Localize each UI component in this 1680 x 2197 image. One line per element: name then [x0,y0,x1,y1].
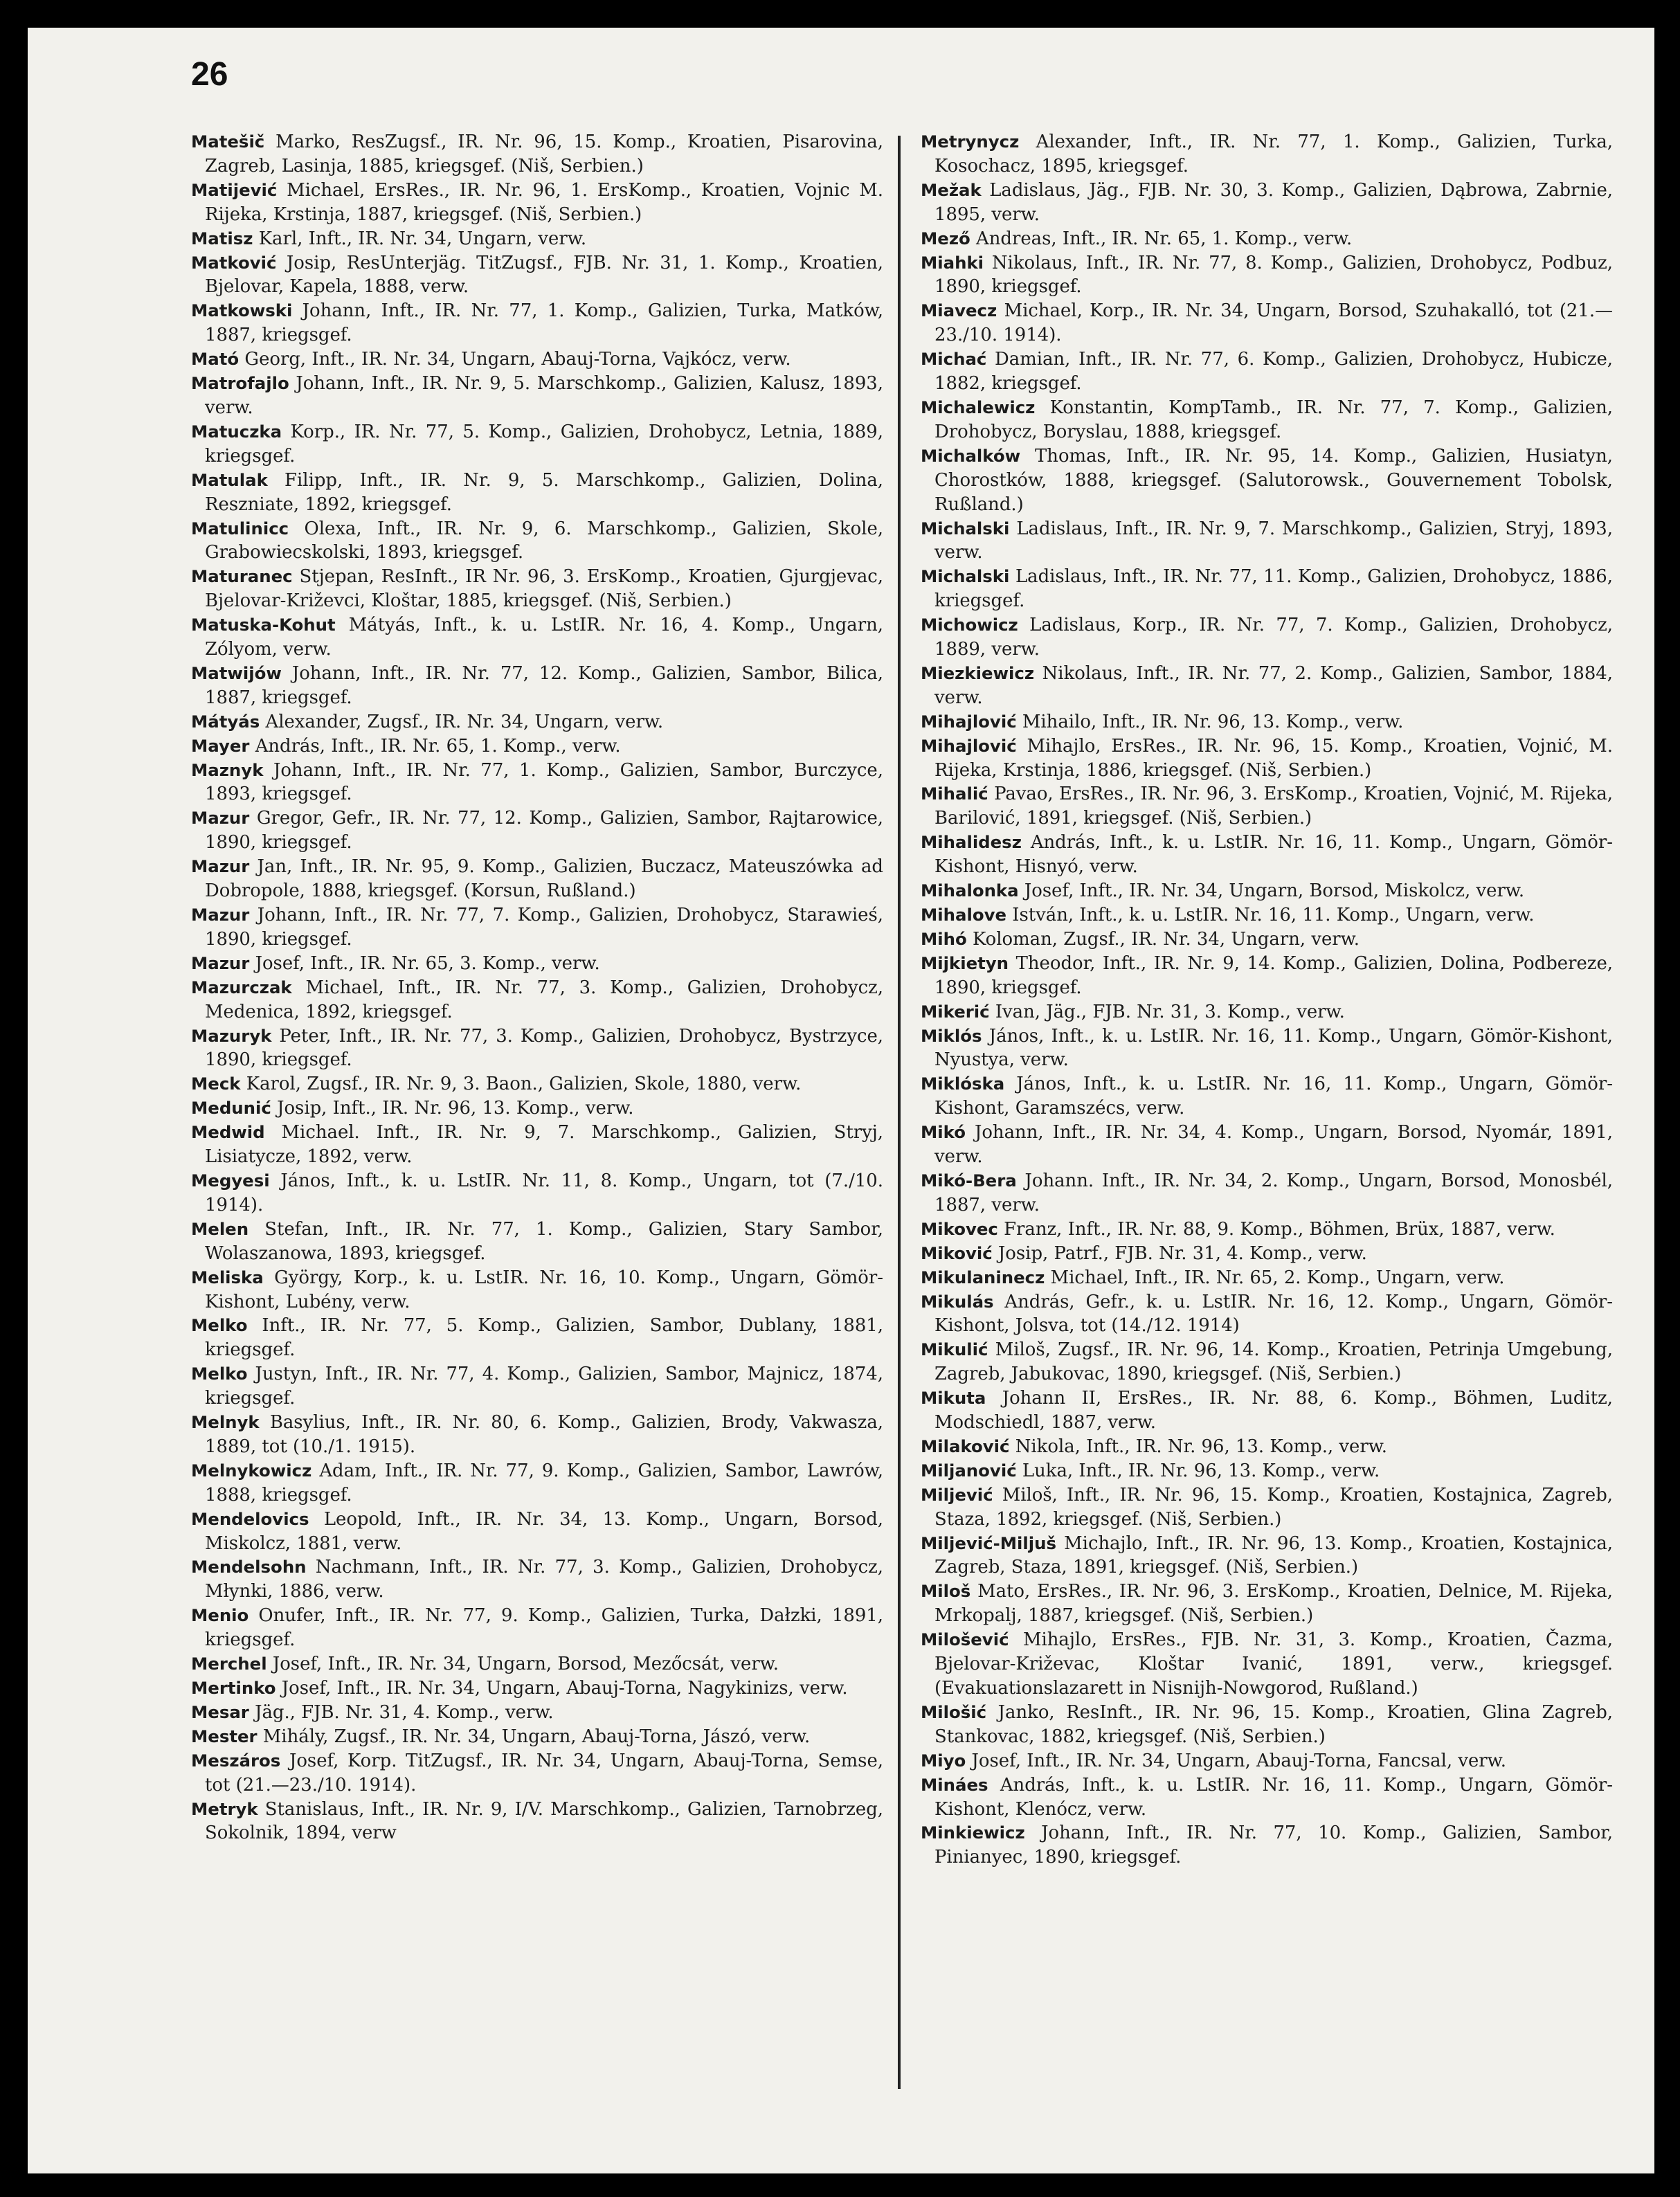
list-item [921,1218,1613,1242]
entry-surname: Matulinicc [191,518,289,539]
entry-surname: Melnyk [191,1412,260,1433]
entry-surname: Matkowski [191,300,293,321]
entry-surname: Mátyás [191,711,260,732]
entry-details: András, Inft., k. u. LstIR. Nr. 16, 11. Komp., Ungarn, Gömör-Kishont, Klenócz, verw. [934,1774,1614,1820]
entry-surname: Miklóska [921,1074,1005,1094]
entry-surname: Mikulaninecz [921,1267,1045,1287]
list-item [191,299,883,347]
entry-details: Gregor, Gefr., IR. Nr. 77, 12. Komp., Galizien, Sambor, Rajtarowice, 1890, kriegsgef. [205,808,883,853]
entry-surname: Mijkietyn [921,952,1009,973]
list-item [921,1024,1613,1073]
entry-surname: Mežak [921,179,982,200]
entry-surname: Matuczka [191,421,282,442]
entry-details: Georg, Inft., IR. Nr. 34, Ungarn, Abauj-Torna, Vajkócz, verw. [244,349,791,370]
entry-details: Ladislaus, Inft., IR. Nr. 9, 7. Marschkomp., Galizien, Stryj, 1893, verw. [934,518,1613,563]
entry-surname: Metryk [191,1798,258,1819]
entry-surname: Menio [191,1605,249,1626]
entry-details: Nachmann, Inft., IR. Nr. 77, 3. Komp., Galizien, Drohobycz, Młynki, 1886, verw. [205,1557,884,1602]
entry-details: Pavao, ErsRes., IR. Nr. 96, 3. ErsKomp., Kroatien, Vojnić, M. Rijeka, Barilović, 1891, kriegsgef. (Niš, Serbien.) [934,784,1613,829]
entry-details: Michael, ErsRes., IR. Nr. 96, 1. ErsKomp., Kroatien, Vojnic M. Rijeka, Krstinja, 1887, kriegsgef. (Niš, Serbien.) [205,179,883,225]
entry-details: Mihajlo, ErsRes., FJB. Nr. 31, 3. Komp., Kroatien, Čazma, Bjelovar-Križevac, Kloštar Ivanić, 1891, verw., kriegsgef. (Evakuationslazarett in Nisnijh-Nowgorod, Rußland.) [934,1629,1613,1699]
list-item [191,662,883,710]
list-item [921,613,1613,662]
entry-surname: Minkiewicz [921,1823,1025,1843]
list-item [921,1435,1613,1459]
entry-details: Basylius, Inft., IR. Nr. 80, 6. Komp., Galizien, Brody, Vakwasza, 1889, tot (10./1. 1915). [205,1412,883,1457]
entry-surname: Matijević [191,179,278,200]
entry-surname: Michalski [921,566,1010,587]
entry-details: Alexander, Zugsf., IR. Nr. 34, Ungarn, verw. [265,711,664,732]
list-item [921,1000,1613,1024]
entry-surname: Meszáros [191,1750,281,1771]
entry-surname: Mihó [921,928,967,949]
entry-details: Mihailo, Inft., IR. Nr. 96, 13. Komp., verw. [1022,711,1404,732]
entry-surname: Michalków [921,445,1021,466]
entry-details: Peter, Inft., IR. Nr. 77, 3. Komp., Galizien, Drohobycz, Bystrzyce, 1890, kriegsgef. [205,1025,883,1071]
column-divider [898,136,901,2089]
list-item [191,613,883,662]
entry-details: Filipp, Inft., IR. Nr. 9, 5. Marschkomp., Galizien, Dolina, Reszniate, 1892, kriegsgef. [205,469,884,515]
entry-surname: Mazur [191,808,250,829]
entry-details: Josef, Inft., IR. Nr. 34, Ungarn, Borsod, Miskolcz, verw. [1024,880,1525,902]
entry-surname: Melen [191,1218,249,1239]
list-item [921,1580,1613,1628]
list-item [191,1676,883,1701]
entry-surname: Melko [191,1364,248,1384]
list-item [921,1121,1613,1169]
entry-details: István, Inft., k. u. LstIR. Nr. 16, 11. Komp., Ungarn, verw. [1012,905,1535,925]
entry-details: András, Inft., k. u. LstIR. Nr. 16, 11. Komp., Ungarn, Gömör-Kishont, Hisnyó, verw. [934,832,1613,878]
entry-details: Nikola, Inft., IR. Nr. 96, 13. Komp., verw. [1015,1436,1388,1457]
list-item [191,1604,883,1652]
list-item [191,1218,883,1266]
list-item [191,517,883,566]
entry-details: Theodor, Inft., IR. Nr. 9, 14. Komp., Galizien, Dolina, Podbereze, 1890, kriegsgef. [934,952,1613,998]
entry-surname: Mináes [921,1774,988,1795]
entry-surname: Michowicz [921,615,1018,635]
entry-surname: Melnykowicz [191,1460,312,1481]
entry-surname: Mihajlović [921,735,1017,756]
list-item [191,1701,883,1725]
list-item [191,179,883,227]
entry-surname: Mikuta [921,1388,986,1409]
entry-surname: Mendelsohn [191,1557,307,1577]
entry-surname: Mikulás [921,1291,994,1312]
entry-details: János, Inft., k. u. LstIR. Nr. 11, 8. Komp., Ungarn, tot (7./10. 1914). [205,1170,883,1215]
entry-details: Olexa, Inft., IR. Nr. 9, 6. Marschkomp., Galizien, Skole, Grabowiecskolski, 1893, kriegsgef. [205,518,883,563]
entry-details: Konstantin, KompTamb., IR. Nr. 77, 7. Komp., Galizien, Drohobycz, Boryslau, 1888, kriegsgef. [934,397,1614,442]
entry-surname: Mató [191,349,240,370]
list-item [191,734,883,759]
entry-surname: Mező [921,228,970,248]
list-item [191,372,883,420]
list-item [921,565,1613,613]
entry-surname: Matisz [191,228,253,248]
list-item [921,1266,1613,1290]
entry-details: Josef, Inft., IR. Nr. 34, Ungarn, Abauj-Torna, Fancsal, verw. [971,1750,1506,1771]
entry-surname: Mazur [191,952,250,973]
list-item [191,1024,883,1073]
list-item [191,1798,883,1846]
list-item [191,710,883,734]
entry-surname: Michalewicz [921,397,1036,417]
list-item [921,782,1613,831]
list-item [921,662,1613,710]
left-column [191,130,883,1845]
list-item [191,903,883,952]
list-item [921,1773,1613,1822]
entry-surname: Mertinko [191,1678,276,1698]
list-item [191,347,883,372]
entry-surname: Miljević-Miljuš [921,1533,1056,1553]
entry-details: Ivan, Jäg., FJB. Nr. 31, 3. Komp., verw. [995,1001,1345,1022]
list-item [921,1459,1613,1483]
entry-details: Mátyás, Inft., k. u. LstIR. Nr. 16, 4. Komp., Ungarn, Zólyom, verw. [205,615,883,660]
list-item [191,1508,883,1556]
list-item [191,130,883,179]
entry-details: Luka, Inft., IR. Nr. 96, 13. Komp., verw. [1022,1460,1380,1481]
entry-surname: Mihajlović [921,711,1017,732]
entry-surname: Milošević [921,1629,1009,1650]
entry-surname: Michać [921,349,987,370]
list-item [921,1821,1613,1870]
entry-details: Adam, Inft., IR. Nr. 77, 9. Komp., Galizien, Sambor, Lawrów, 1888, kriegsgef. [205,1460,883,1506]
entry-surname: Miloš [921,1581,971,1602]
list-item [191,1266,883,1314]
list-item [191,251,883,300]
list-item [191,1169,883,1218]
entry-details: András, Inft., IR. Nr. 65, 1. Komp., verw. [255,735,621,757]
entry-surname: Miezkiewicz [921,662,1035,683]
entry-surname: Miyo [921,1750,966,1771]
entry-details: Nikolaus, Inft., IR. Nr. 77, 2. Komp., Galizien, Sambor, 1884, verw. [934,662,1613,708]
list-item [191,1362,883,1411]
entry-details: Karl, Inft., IR. Nr. 34, Ungarn, verw. [258,228,587,249]
entry-details: György, Korp., k. u. LstIR. Nr. 16, 10. Komp., Ungarn, Gömör-Kishont, Lubény, verw. [205,1267,884,1312]
entry-details: Johann, Inft., IR. Nr. 34, 4. Komp., Ungarn, Borsod, Nyomár, 1891, verw. [934,1122,1613,1168]
entry-surname: Medunić [191,1098,271,1119]
entry-details: Josef, Inft., IR. Nr. 34, Ungarn, Abauj-Torna, Nagykinizs, verw. [281,1678,848,1699]
entry-surname: Matković [191,252,277,273]
entry-surname: Mikerić [921,1001,990,1022]
entry-details: Stjepan, ResInft., IR Nr. 96, 3. ErsKomp., Kroatien, Gjurgjevac, Bjelovar-Križevci, Kloštar, 1885, kriegsgef. (Niš, Serbien.) [205,566,883,612]
entry-details: Alexander, Inft., IR. Nr. 77, 1. Komp., Galizien, Turka, Kosochacz, 1895, kriegsgef. [934,132,1613,177]
entry-details: Josip, Patrf., FJB. Nr. 31, 4. Komp., verw. [997,1242,1367,1264]
list-item [191,469,883,517]
list-item [921,831,1613,879]
entry-surname: Miljanović [921,1460,1017,1481]
entry-surname: Mesar [191,1701,249,1722]
list-item [921,1532,1613,1580]
entry-details: János, Inft., k. u. LstIR. Nr. 16, 11. Komp., Ungarn, Gömör-Kishont, Garamszécs, verw. [934,1074,1613,1119]
entry-details: Johann, Inft., IR. Nr. 77, 12. Komp., Galizien, Sambor, Bilica, 1887, kriegsgef. [205,662,883,708]
entry-details: Ladislaus, Jäg., FJB. Nr. 30, 3. Komp., Galizien, Dąbrowa, Zabrnie, 1895, verw. [934,179,1613,225]
list-item [921,517,1613,566]
entry-surname: Metrynycz [921,132,1020,152]
list-item [921,1749,1613,1773]
entry-details: Mihajlo, ErsRes., IR. Nr. 96, 15. Komp., Kroatien, Vojnić, M. Rijeka, Krstinja, 1886, kriegsgef. (Niš, Serbien.) [934,735,1613,781]
list-item [191,1072,883,1096]
entry-surname: Miahki [921,252,984,273]
entry-details: Damian, Inft., IR. Nr. 77, 6. Komp., Galizien, Drohobycz, Hubicze, 1882, kriegsgef. [934,349,1613,395]
entry-details: András, Gefr., k. u. LstIR. Nr. 16, 12. Komp., Ungarn, Gömör-Kishont, Jolsva, tot (14./12. 1914) [934,1291,1613,1337]
entry-details: Michael. Inft., IR. Nr. 9, 7. Marschkomp., Galizien, Stryj, Lisiatycze, 1892, verw. [205,1122,883,1168]
list-item [921,1386,1613,1435]
list-item [191,855,883,903]
list-item [191,759,883,807]
entry-surname: Mikó [921,1122,966,1143]
entry-details: Nikolaus, Inft., IR. Nr. 77, 8. Komp., Galizien, Drohobycz, Podbuz, 1890, kriegsgef. [934,252,1613,298]
list-item [191,420,883,469]
list-item [921,1338,1613,1386]
entry-surname: Melko [191,1315,248,1336]
list-item [921,347,1613,396]
list-item [191,1459,883,1508]
list-item [191,565,883,613]
list-item [191,952,883,976]
entry-surname: Megyesi [191,1170,270,1191]
entry-details: Ladislaus, Inft., IR. Nr. 77, 11. Komp., Galizien, Drohobycz, 1886, kriegsgef. [934,566,1613,612]
entry-surname: Mayer [191,735,250,756]
entry-details: Michajlo, Inft., IR. Nr. 96, 13. Komp., Kroatien, Kostajnica, Zagreb, Staza, 1891, kriegsgef. (Niš, Serbien.) [934,1533,1613,1578]
entry-details: Koloman, Zugsf., IR. Nr. 34, Ungarn, verw. [973,928,1360,950]
entry-details: Jäg., FJB. Nr. 31, 4. Komp., verw. [255,1701,554,1723]
list-item [921,444,1613,517]
entry-details: Johann. Inft., IR. Nr. 34, 2. Komp., Ungarn, Borsod, Monosbél, 1887, verw. [934,1170,1614,1215]
entry-details: Onufer, Inft., IR. Nr. 77, 9. Komp., Galizien, Turka, Dałzki, 1891, kriegsgef. [205,1605,883,1651]
entry-surname: Merchel [191,1654,267,1674]
entry-surname: Mester [191,1726,258,1746]
entry-details: Karol, Zugsf., IR. Nr. 9, 3. Baon., Galizien, Skole, 1880, verw. [246,1074,802,1095]
entry-details: Miloš, Inft., IR. Nr. 96, 15. Komp., Kroatien, Kostajnica, Zagreb, Staza, 1892, kriegsgef. (Niš, Serbien.) [934,1484,1614,1530]
entry-surname: Matrofajlo [191,373,289,394]
entry-surname: Mihalidesz [921,832,1022,853]
entry-details: Jan, Inft., IR. Nr. 95, 9. Komp., Galizien, Buczacz, Mateuszówka ad Dobropole, 1888, kriegsgef. (Korsun, Rußland.) [205,856,884,902]
entry-details: Johann, Inft., IR. Nr. 77, 10. Komp., Galizien, Sambor, Pinianyec, 1890, kriegsgef. [934,1823,1613,1868]
entry-surname: Mihalonka [921,880,1019,901]
list-item [921,952,1613,1000]
entry-surname: Matuska-Kohut [191,615,336,635]
entry-details: Justyn, Inft., IR. Nr. 77, 4. Komp., Galizien, Sambor, Majnicz, 1874, kriegsgef. [205,1364,884,1409]
entry-surname: Miković [921,1242,993,1263]
list-item [921,1628,1613,1701]
list-item [191,227,883,251]
list-item [921,710,1613,734]
entry-details: János, Inft., k. u. LstIR. Nr. 16, 11. Komp., Ungarn, Gömör-Kishont, Nyustya, verw. [934,1025,1613,1071]
entry-surname: Miklós [921,1025,982,1046]
entry-surname: Mikulić [921,1339,988,1360]
entry-details: Andreas, Inft., IR. Nr. 65, 1. Komp., verw. [976,228,1353,249]
entry-surname: Mihalove [921,905,1007,925]
entry-details: Josef, Inft., IR. Nr. 65, 3. Komp., verw. [255,952,600,974]
list-item [921,1169,1613,1218]
entry-details: Michael, Korp., IR. Nr. 34, Ungarn, Borsod, Szuhakalló, tot (21.—23./10. 1914). [934,300,1613,346]
list-item [191,1652,883,1676]
entry-details: Stanislaus, Inft., IR. Nr. 9, I/V. Marschkomp., Galizien, Tarnobrzeg, Sokolnik, 1894, verw [205,1798,883,1844]
entry-details: Josef, Korp. TitZugsf., IR. Nr. 34, Ungarn, Abauj-Torna, Semse, tot (21.—23./10. 1914). [205,1750,884,1796]
entry-surname: Milaković [921,1436,1010,1456]
entry-details: Inft., IR. Nr. 77, 5. Komp., Galizien, Sambor, Dublany, 1881, kriegsgef. [205,1315,883,1361]
list-item [921,1072,1613,1121]
entry-details: Michael, Inft., IR. Nr. 77, 3. Komp., Galizien, Drohobycz, Medenica, 1892, kriegsgef. [205,977,883,1022]
entry-surname: Mikovec [921,1218,998,1239]
list-item [191,1749,883,1798]
entry-details: Johann, Inft., IR. Nr. 77, 1. Komp., Galizien, Sambor, Burczyce, 1893, kriegsgef. [205,759,883,805]
entry-details: Thomas, Inft., IR. Nr. 95, 14. Komp., Galizien, Husiatyn, Chorostków, 1888, kriegsgef. (Salutorowsk., Gouvernement Tobolsk, Rußland.) [934,445,1613,515]
list-item [191,1411,883,1459]
entry-surname: Matulak [191,469,268,490]
entry-surname: Medwid [191,1122,265,1143]
list-item [921,734,1613,783]
entry-surname: Mazurczak [191,977,292,997]
list-item [921,227,1613,251]
list-item [921,1242,1613,1266]
entry-surname: Meck [191,1074,241,1094]
list-item [921,1290,1613,1339]
entry-surname: Meliska [191,1267,264,1287]
entry-details: Janko, ResInft., IR. Nr. 96, 15. Komp., Kroatien, Glina Zagreb, Stankovac, 1882, kriegsgef. (Niš, Serbien.) [934,1701,1613,1747]
entry-details: Leopold, Inft., IR. Nr. 34, 13. Komp., Ungarn, Borsod, Miskolcz, 1881, verw. [205,1508,883,1554]
entry-details: Ladislaus, Korp., IR. Nr. 77, 7. Komp., Galizien, Drohobycz, 1889, verw. [934,615,1613,660]
list-item [921,179,1613,227]
entry-surname: Michalski [921,518,1010,539]
entry-details: Johann II, ErsRes., IR. Nr. 88, 6. Komp., Böhmen, Luditz, Modschiedl, 1887, verw. [934,1388,1614,1434]
entry-surname: Maznyk [191,759,264,780]
entry-surname: Mazur [191,856,250,877]
list-item [191,1725,883,1749]
list-item [921,1701,1613,1749]
entry-details: Marko, ResZugsf., IR. Nr. 96, 15. Komp., Kroatien, Pisarovina, Zagreb, Lasinja, 1885, kriegsgef. (Niš, Serbien.) [205,132,883,177]
entry-details: Johann, Inft., IR. Nr. 9, 5. Marschkomp., Galizien, Kalusz, 1893, verw. [205,373,884,418]
entry-surname: Mihalić [921,784,988,804]
entry-details: Korp., IR. Nr. 77, 5. Komp., Galizien, Drohobycz, Letnia, 1889, kriegsgef. [205,421,883,467]
entry-surname: Matwijów [191,662,282,683]
entry-surname: Mazur [191,905,250,925]
entry-surname: Maturanec [191,566,293,587]
right-column [921,130,1613,1870]
list-item [191,1555,883,1604]
entry-surname: Miavecz [921,300,997,321]
list-item [921,879,1613,903]
entry-surname: Matešič [191,132,265,152]
list-item [921,1483,1613,1532]
entry-surname: Milošić [921,1701,987,1722]
list-item [191,1314,883,1362]
entry-surname: Miljević [921,1484,993,1505]
entry-details: Johann, Inft., IR. Nr. 77, 1. Komp., Galizien, Turka, Matków, 1887, kriegsgef. [205,300,883,346]
entry-details: Stefan, Inft., IR. Nr. 77, 1. Komp., Galizien, Stary Sambor, Wolaszanowa, 1893, kriegsgef. [205,1218,883,1264]
list-item [191,806,883,855]
list-item [921,396,1613,444]
entry-details: Franz, Inft., IR. Nr. 88, 9. Komp., Böhmen, Brüx, 1887, verw. [1004,1218,1555,1240]
entry-details: Josip, Inft., IR. Nr. 96, 13. Komp., verw. [277,1098,634,1119]
entry-surname: Mikó-Bera [921,1170,1017,1191]
entry-surname: Mendelovics [191,1508,309,1529]
list-item [921,130,1613,179]
entry-details: Josef, Inft., IR. Nr. 34, Ungarn, Borsod, Mezőcsát, verw. [272,1654,779,1675]
entry-details: Miloš, Zugsf., IR. Nr. 96, 14. Komp., Kroatien, Petrinja Umgebung, Zagreb, Jabukovac, 1890, kriegsgef. (Niš, Serbien.) [934,1339,1613,1385]
entry-details: Mihály, Zugsf., IR. Nr. 34, Ungarn, Abauj-Torna, Jászó, verw. [262,1726,811,1747]
entry-details: Mato, ErsRes., IR. Nr. 96, 3. ErsKomp., Kroatien, Delnice, M. Rijeka, Mrkopalj, 1887, kriegsgef. (Niš, Serbien.) [934,1581,1613,1627]
list-item [921,251,1613,300]
list-item [191,1121,883,1169]
entry-details: Johann, Inft., IR. Nr. 77, 7. Komp., Galizien, Drohobycz, Starawieś, 1890, kriegsgef. [205,905,884,950]
list-item [191,1096,883,1121]
list-item [921,903,1613,928]
list-item [921,299,1613,347]
list-item [191,976,883,1024]
list-item [921,928,1613,952]
entry-surname: Mazuryk [191,1025,272,1046]
entry-details: Josip, ResUnterjäg. TitZugsf., FJB. Nr. 31, 1. Komp., Kroatien, Bjelovar, Kapela, 1888, verw. [205,252,883,298]
entry-details: Michael, Inft., IR. Nr. 65, 2. Komp., Ungarn, verw. [1050,1267,1505,1288]
page-number: 26 [191,56,228,93]
